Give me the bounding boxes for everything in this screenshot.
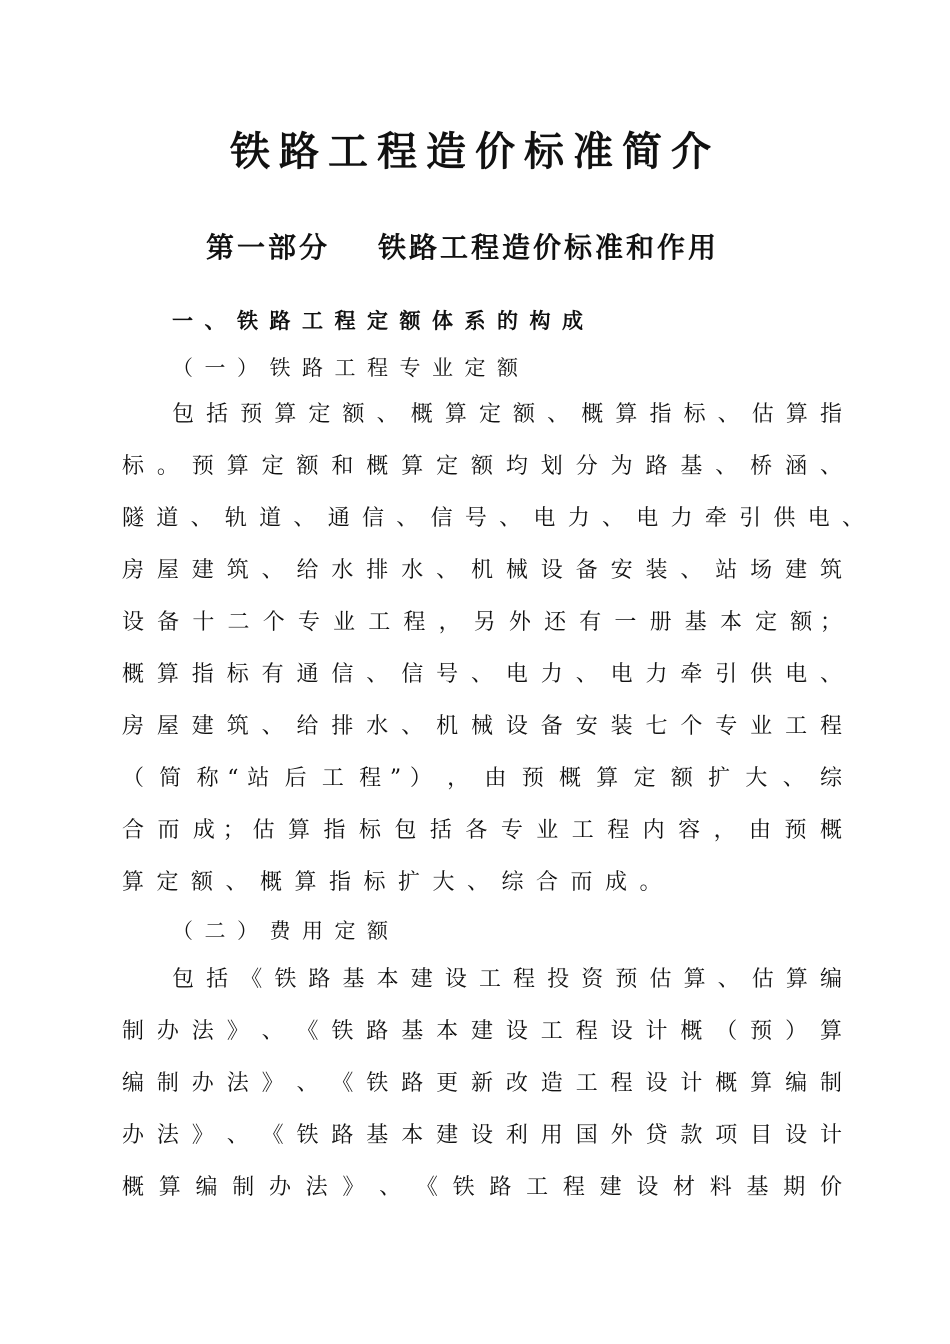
paragraph-line: 制 办 法 》 、 《 铁 路 基 本 建 设 工 程 设 计 概 （ 预 ） 算 [122, 1019, 842, 1044]
section-heading: 一、铁路工程定额体系的构成 [172, 308, 595, 333]
paragraph-line: 房 屋 建 筑 、 给 排 水 、 机 械 设 备 安 装 七 个 专 业 工 程 [122, 714, 842, 739]
sub-heading-cost-quota: （二）费用定额 [172, 919, 400, 943]
paragraph-line: 办 法 》 、 《 铁 路 基 本 建 设 利 用 国 外 贷 款 项 目 设 计 [122, 1123, 842, 1148]
paragraph-line: 概 算 指 标 有 通 信 、 信 号 、 电 力 、 电 力 牵 引 供 电 、 [122, 662, 842, 687]
paragraph-line: 包 括 预 算 定 额 、 概 算 定 额 、 概 算 指 标 、 估 算 指 [172, 402, 842, 427]
paragraph-line: 隧 道 、 轨 道 、 通 信 、 信 号 、 电 力 、 电 力 牵 引 供 电 、 [122, 506, 864, 531]
paragraph-line: 概 算 编 制 办 法 》 、 《 铁 路 工 程 建 设 材 料 基 期 价 [122, 1175, 842, 1200]
part-heading [206, 226, 719, 270]
paragraph-line: 包 括 《 铁 路 基 本 建 设 工 程 投 资 预 估 算 、 估 算 编 [172, 967, 842, 992]
document-title: 铁路工程造价标准简介 [230, 128, 720, 175]
paragraph-line: 算定额、概算指标扩大、综合而成。 [122, 870, 675, 895]
paragraph-line: 合 而 成 ； 估 算 指 标 包 括 各 专 业 工 程 内 容 ， 由 预 概 [122, 818, 842, 843]
paragraph-professional-quota [122, 389, 864, 909]
paragraph-line: （ 简 称 “ 站 后 工 程 ” ） ， 由 预 概 算 定 额 扩 大 、 综 [122, 766, 842, 791]
sub-heading-professional-quota: （一）铁路工程专业定额 [172, 356, 530, 380]
paragraph-line: 设 备 十 二 个 专 业 工 程 ， 另 外 还 有 一 册 基 本 定 额 ； [122, 610, 842, 635]
paragraph-cost-quota [122, 954, 842, 1214]
paragraph-line: 房 屋 建 筑 、 给 水 排 水 、 机 械 设 备 安 装 、 站 场 建 筑 [122, 558, 842, 583]
part-heading-text: 铁路工程造价标准和作用 [378, 231, 720, 264]
paragraph-line: 编 制 办 法 》 、 《 铁 路 更 新 改 造 工 程 设 计 概 算 编 制 [122, 1071, 842, 1096]
paragraph-line: 标 。 预 算 定 额 和 概 算 定 额 均 划 分 为 路 基 、 桥 涵 、 [122, 454, 842, 479]
part-heading-label: 第一部分 [206, 231, 331, 264]
